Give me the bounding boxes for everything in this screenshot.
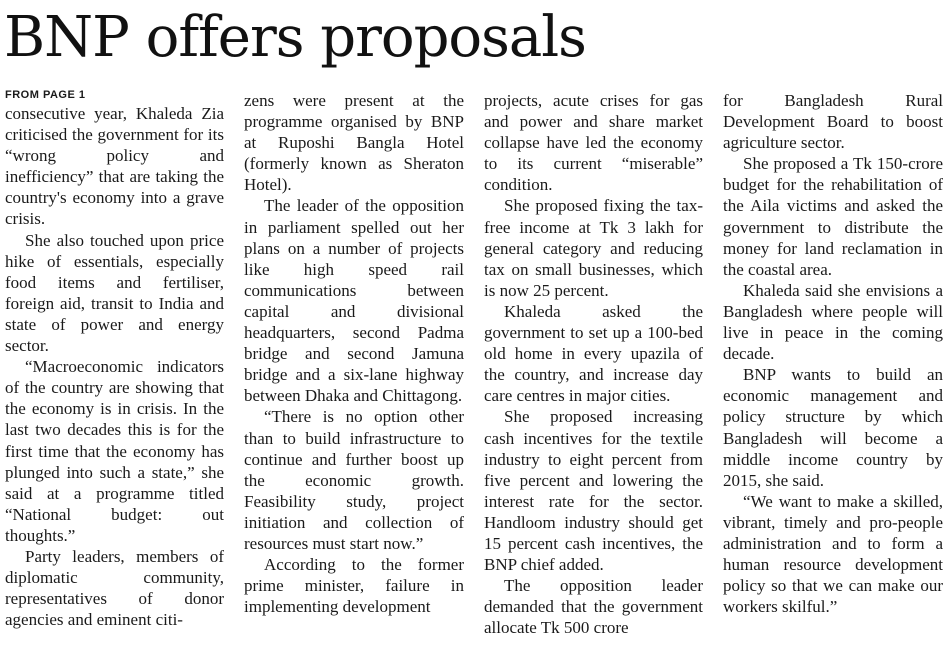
article-column-3 <box>484 90 703 650</box>
paragraph: According to the former prime minister, failure in implementing development <box>244 555 464 617</box>
paragraph: projects, acute crises for gas and power and share market collapse have led the economy to its current “miserable” condition. <box>484 91 703 195</box>
paragraph: She proposed fixing the tax-free income at Tk 3 lakh for general category and reducing tax on small businesses, which is now 25 percent. <box>484 196 703 300</box>
paragraph: “There is no option other than to build infrastructure to continue and further boost up the economic growth. Feasibility study, project initiation and collection of resources must start now.” <box>244 407 464 553</box>
paragraph: She also touched upon price hike of essentials, especially food items and fertiliser, foreign aid, transit to India and state of power and energy sector. <box>5 230 224 356</box>
paragraph: Khaleda asked the government to set up a 100-bed old home in every upazila of the country, and increase day care centres in major cities. <box>484 301 703 406</box>
article-column-1 <box>5 103 224 651</box>
kicker-from-page: FROM PAGE 1 <box>5 89 86 101</box>
paragraph: Khaleda said she envisions a Bangladesh where people will live in peace in the coming decade. <box>723 280 943 364</box>
paragraph: The opposition leader demanded that the government allocate Tk 500 crore <box>484 576 703 638</box>
paragraph: BNP wants to build an economic management and policy structure by which Bangladesh will become a middle income country by 2015, she said. <box>723 365 943 490</box>
paragraph: zens were present at the programme organised by BNP at Ruposhi Bangla Hotel (formerly known as Sheraton Hotel). <box>244 91 464 195</box>
paragraph: Party leaders, members of diplomatic community, representatives of donor agencies and eminent citi- <box>5 546 224 630</box>
headline: BNP offers proposals <box>4 5 586 70</box>
paragraph: “We want to make a skilled, vibrant, timely and pro-people administration and to form a human resource development policy so that we can make our workers skilful.” <box>723 491 943 617</box>
article-column-2 <box>244 90 464 650</box>
paragraph: for Bangladesh Rural Development Board to boost agriculture sector. <box>723 91 943 153</box>
paragraph: She proposed increasing cash incentives for the textile industry to eight percent from five percent and lowering the interest rate for the sector. Handloom industry should get 15 percent cash incentives, the BNP chief added. <box>484 407 703 575</box>
paragraph: “Macroeconomic indicators of the country are showing that the economy is in crisis. In the last two decades this is for the first time that the economy has plunged into such a state,” she said at a programme titled “National budget: out thoughts.” <box>5 357 224 545</box>
paragraph: The leader of the opposition in parliament spelled out her plans on a number of projects like high speed rail communications between capital and divisional headquarters, second Padma bridge and second Jamuna bridge and a six-lane highway between Dhaka and Chittagong. <box>244 196 464 406</box>
paragraph: consecutive year, Khaleda Zia criticised the government for its “wrong policy and inefficiency” that are taking the country's economy into a grave crisis. <box>5 104 224 229</box>
paragraph: She proposed a Tk 150-crore budget for the rehabilitation of the Aila victims and asked the government to distribute the money for land reclamation in the coastal area. <box>723 154 943 279</box>
article-column-4 <box>723 90 943 650</box>
